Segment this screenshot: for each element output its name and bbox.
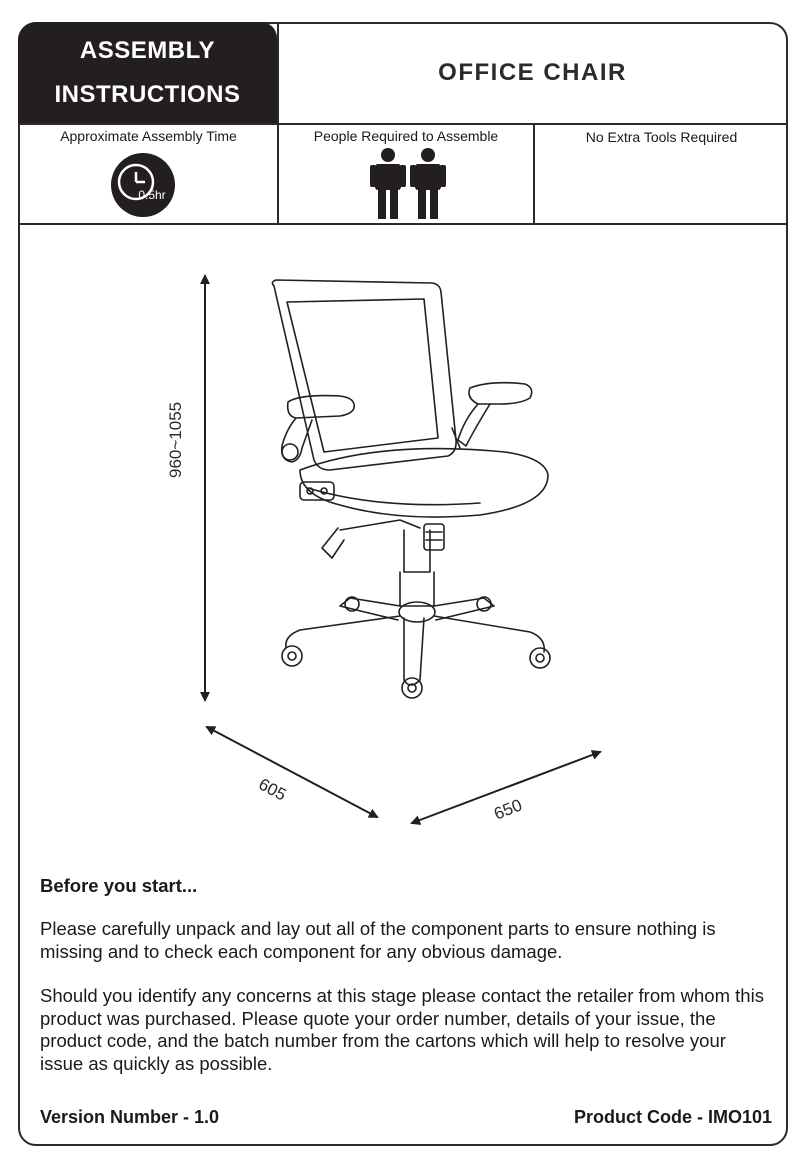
people-required-label: People Required to Assemble xyxy=(313,128,499,144)
instructions-paragraph-1: Please carefully unpack and lay out all of the component parts to ensure nothing is missing and to check each component for any obvious damage. xyxy=(40,918,716,962)
version-number: Version Number - 1.0 xyxy=(40,1107,220,1127)
width-dimension: 650 xyxy=(491,795,525,824)
product-code: Product Code - IMO101 xyxy=(573,1107,772,1127)
height-dimension: 960~1055 xyxy=(166,401,185,478)
tools-label: No Extra Tools Required xyxy=(585,129,738,145)
assembly-time-label: Approximate Assembly Time xyxy=(60,128,237,144)
instructions-heading: Before you start... xyxy=(40,875,198,896)
depth-dimension: 605 xyxy=(255,774,290,805)
assembly-line1: ASSEMBLY xyxy=(79,36,216,64)
assembly-line2: INSTRUCTIONS xyxy=(54,80,241,108)
instructions-paragraph-2: Should you identify any concerns at this stage please contact the retailer from whom this product was purchased. Please quote your order number, details of your issue, the product code, and the batch number from the cartons which will help to resolve your issue as quickly as possible. xyxy=(40,985,764,1074)
product-title: OFFICE CHAIR xyxy=(438,58,627,86)
time-value: 0.5hr xyxy=(138,188,166,202)
